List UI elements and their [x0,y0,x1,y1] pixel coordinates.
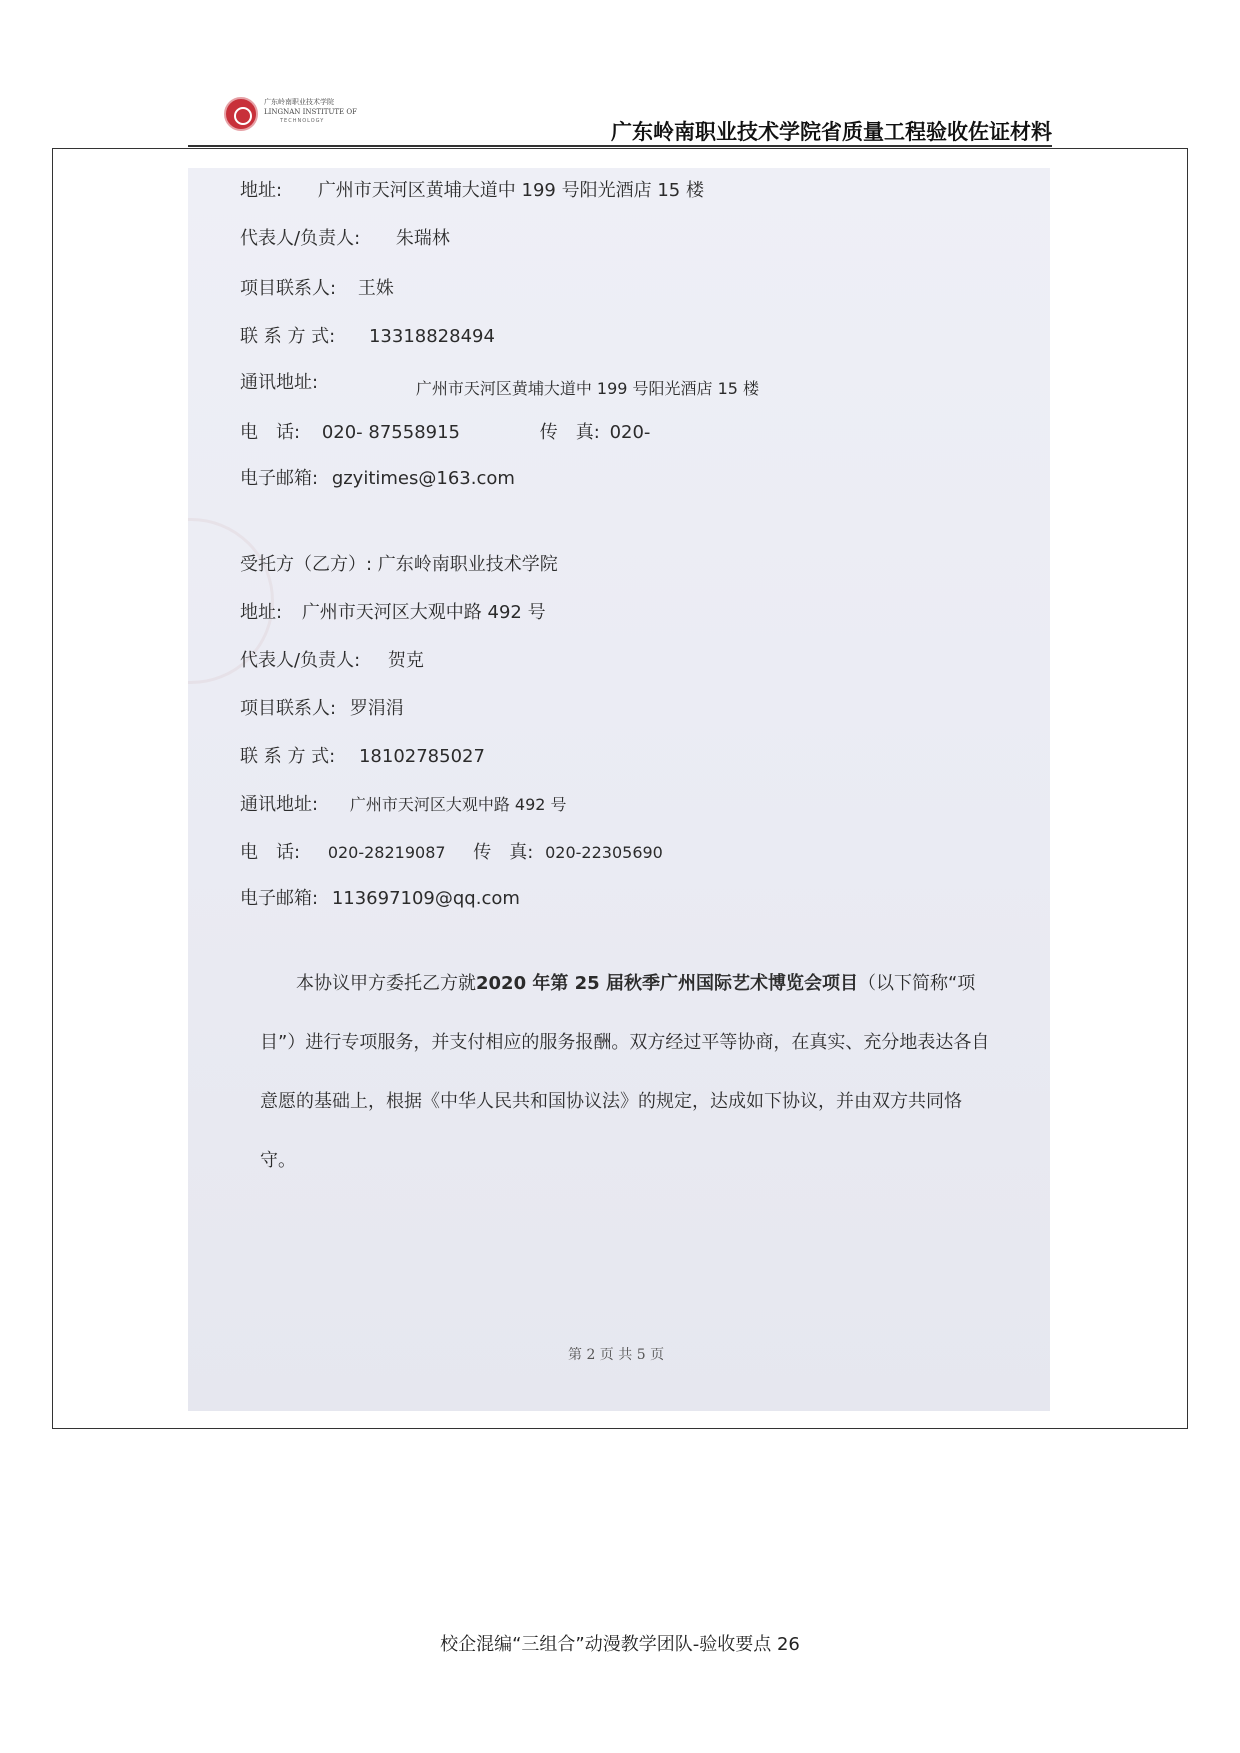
party-a-phone-row [240,322,495,348]
party-a-tel-label: 电 话: [240,422,301,443]
party-a-tel-row [240,418,651,444]
party-b-rep: 贺克 [387,650,424,671]
party-b-phone-row [240,742,485,768]
party-a-mail-addr-row [240,368,760,398]
party-b-email-row [240,884,520,910]
agreement-rest: （以下简称“项目”）进行专项服务，并支付相应的服务报酬。双方经过平等协商，在真实、充分地表达各自意愿的基础上，根据《中华人民共和国协议法》的规定，达成如下协议，并由双方共同恪守。 [260,973,990,1171]
party-b-tel: 020-28219087 [327,843,446,862]
party-b-mail-addr-row [240,790,567,816]
party-b-tel-label: 电 话: [240,842,301,863]
party-a-rep: 朱瑞林 [395,228,450,249]
party-b-address-label: 地址: [240,602,283,623]
party-b-mail-addr-label: 通讯地址: [240,794,319,815]
logo-cn-name: 广东岭南职业技术学院 [264,98,334,106]
party-a-rep-row [240,224,450,250]
agreement-paragraph [260,954,990,1190]
party-b-email-label: 电子邮箱: [240,888,319,909]
party-b-rep-row [240,646,424,672]
page-number: 第 2 页 共 5 页 [568,1347,665,1363]
party-b-phone-label: 联 系 方 式: [240,746,336,767]
party-a-phone: 13318828494 [368,326,495,347]
party-b-fax-label: 传 真: [473,842,534,863]
agreement-intro: 本协议甲方委托乙方就 [296,973,476,994]
party-b-phone: 18102785027 [358,746,485,767]
party-a-address-row [240,176,704,202]
party-b-address-row [240,598,546,624]
party-a-fax: 020- [609,422,651,443]
party-b-rep-label: 代表人/负责人: [240,650,361,671]
header-divider [188,145,1052,147]
footer-caption: 校企混编“三组合”动漫教学团队-验收要点 26 [440,1634,800,1655]
logo-en-name-2: TECHNOLOGY [280,118,325,124]
agreement-project: 2020 年第 25 届秋季广州国际艺术博览会项目 [476,973,858,994]
party-a-contact: 王姝 [357,278,394,299]
party-a-address: 广州市天河区黄埔大道中 199 号阳光酒店 15 楼 [317,180,704,201]
header-title: 广东岭南职业技术学院省质量工程验收佐证材料 [611,120,1052,144]
party-b-mail-addr: 广州市天河区大观中路 492 号 [349,795,567,814]
logo-en-name: LINGNAN INSTITUTE OF [264,108,357,116]
party-b-contact: 罗涓涓 [349,698,404,719]
college-logo [224,95,359,135]
party-b-email: 113697109@qq.com [331,888,520,909]
party-b-contact-label: 项目联系人: [240,698,337,719]
party-a-email: gzyitimes@163.com [331,468,515,489]
party-b-address: 广州市天河区大观中路 492 号 [301,602,546,623]
party-a-phone-label: 联 系 方 式: [240,326,336,347]
party-a-address-label: 地址: [240,180,283,201]
party-b-fax: 020-22305690 [545,843,663,862]
party-a-contact-label: 项目联系人: [240,278,337,299]
party-b-contact-row [240,694,404,720]
party-a-tel: 020- 87558915 [321,422,461,443]
party-a-email-row [240,464,515,490]
party-b-title: 受托方（乙方）: 广东岭南职业技术学院 [240,554,558,575]
party-b-tel-row [240,838,663,864]
party-a-mail-addr-label: 通讯地址: [240,372,319,393]
party-a-mail-addr: 广州市天河区黄埔大道中 199 号阳光酒店 15 楼 [415,379,760,398]
college-seal-icon [224,97,258,131]
party-a-email-label: 电子邮箱: [240,468,319,489]
party-a-fax-label: 传 真: [539,422,600,443]
party-a-rep-label: 代表人/负责人: [240,228,361,249]
party-a-contact-row [240,274,394,300]
scanned-contract-page [188,168,1050,1411]
